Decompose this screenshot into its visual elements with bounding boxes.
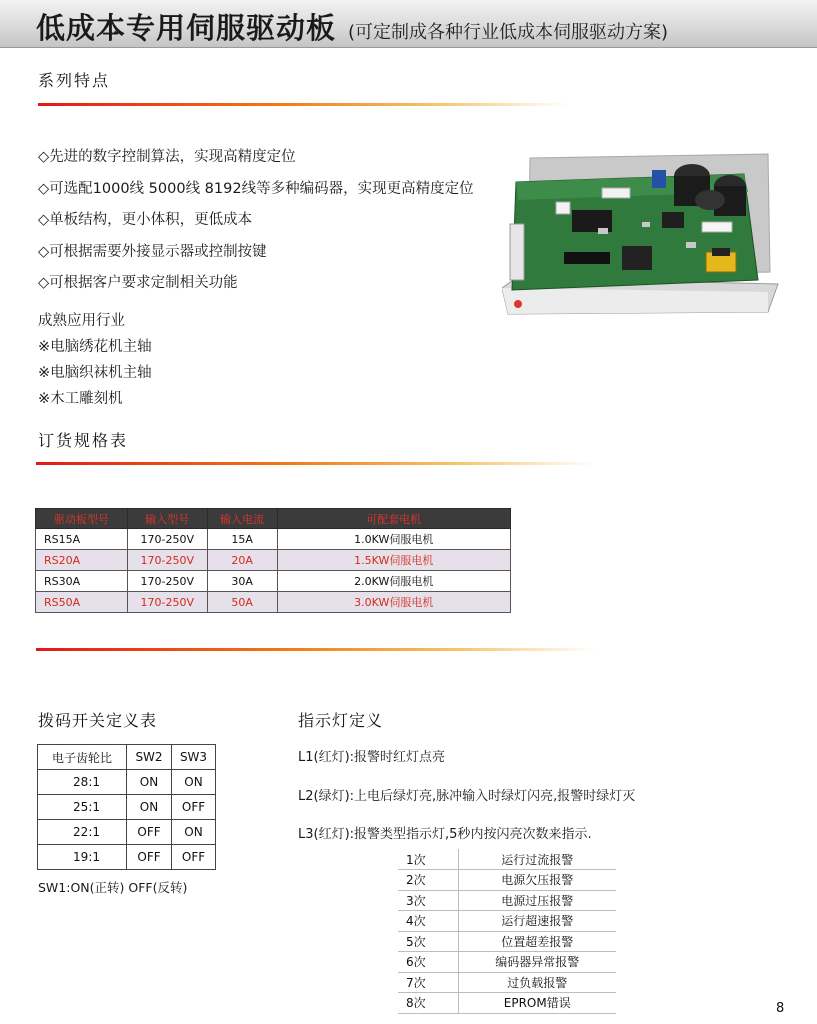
table-cell: 运行超速报警 <box>458 911 616 932</box>
application-item: ※电脑绣花机主轴 <box>38 339 152 355</box>
table-cell: ON <box>172 770 216 795</box>
table-cell: 6次 <box>398 952 458 973</box>
led-definition: L2(绿灯):上电后绿灯亮,脉冲输入时绿灯闪亮,报警时绿灯灭 <box>298 789 636 804</box>
table-cell: 电源欠压报警 <box>458 870 616 891</box>
applications-heading: 成熟应用行业 <box>38 313 125 329</box>
feature-item: ◇可根据客户要求定制相关功能 <box>38 275 238 291</box>
table-row <box>38 845 216 870</box>
column-header: 输入电流 <box>207 509 277 529</box>
table-header-row <box>36 509 511 529</box>
table-cell: 25:1 <box>38 795 127 820</box>
led-definition: L3(红灯):报警类型指示灯,5秒内按闪亮次数来指示. <box>298 827 592 842</box>
dip-switch-table <box>37 744 216 870</box>
table-cell: 1.5KW伺服电机 <box>277 550 510 571</box>
table-cell: ON <box>172 820 216 845</box>
table-cell: 50A <box>207 592 277 613</box>
table-cell: 170-250V <box>127 592 207 613</box>
order-heading: 订货规格表 <box>38 431 129 450</box>
sw1-note: SW1:ON(正转) OFF(反转) <box>38 880 188 895</box>
table-row <box>398 890 616 911</box>
table-cell: 170-250V <box>127 571 207 592</box>
servo-board-photo <box>502 152 780 318</box>
table-cell: 过负载报警 <box>458 972 616 993</box>
table-cell: 15A <box>207 529 277 550</box>
table-cell: RS30A <box>36 571 128 592</box>
table-cell: 28:1 <box>38 770 127 795</box>
table-cell: 19:1 <box>38 845 127 870</box>
column-header: 输入型号 <box>127 509 207 529</box>
table-cell: 2次 <box>398 870 458 891</box>
table-row <box>36 550 511 571</box>
dip-heading: 拨码开关定义表 <box>38 711 158 730</box>
table-cell: 1次 <box>398 849 458 870</box>
table-row <box>36 529 511 550</box>
table-cell: 170-250V <box>127 529 207 550</box>
page-number: 8 <box>776 1001 785 1016</box>
table-cell: 170-250V <box>127 550 207 571</box>
column-header: 驱动板型号 <box>36 509 128 529</box>
table-row <box>398 911 616 932</box>
alarm-code-table <box>398 849 616 1014</box>
table-cell: 4次 <box>398 911 458 932</box>
section-divider <box>36 648 596 651</box>
header-banner <box>0 0 817 48</box>
section-divider <box>36 462 596 465</box>
page-title: 低成本专用伺服驱动板 <box>36 11 337 45</box>
table-cell: 1.0KW伺服电机 <box>277 529 510 550</box>
application-item: ※木工雕刻机 <box>38 391 123 407</box>
feature-item: ◇可根据需要外接显示器或控制按键 <box>38 244 267 260</box>
table-cell: ON <box>127 795 172 820</box>
table-cell: RS20A <box>36 550 128 571</box>
table-cell: RS15A <box>36 529 128 550</box>
table-cell: 电源过压报警 <box>458 890 616 911</box>
led-definition: L1(红灯):报警时红灯点亮 <box>298 750 446 765</box>
table-cell: 8次 <box>398 993 458 1014</box>
table-header-row <box>38 745 216 770</box>
table-row <box>398 931 616 952</box>
table-cell: 22:1 <box>38 820 127 845</box>
table-cell: OFF <box>172 845 216 870</box>
table-cell: 5次 <box>398 931 458 952</box>
table-cell: OFF <box>127 845 172 870</box>
feature-item: ◇先进的数字控制算法，实现高精度定位 <box>38 149 296 165</box>
table-row <box>398 972 616 993</box>
application-item: ※电脑织袜机主轴 <box>38 365 152 381</box>
table-row <box>38 795 216 820</box>
table-cell: OFF <box>172 795 216 820</box>
feature-item: ◇可选配1000线 5000线 8192线等多种编码器，实现更高精度定位 <box>38 181 474 197</box>
table-row <box>398 870 616 891</box>
table-cell: 3.0KW伺服电机 <box>277 592 510 613</box>
table-cell: 运行过流报警 <box>458 849 616 870</box>
table-row <box>398 849 616 870</box>
column-header: SW3 <box>172 745 216 770</box>
table-cell: 2.0KW伺服电机 <box>277 571 510 592</box>
table-cell: 7次 <box>398 972 458 993</box>
table-cell: OFF <box>127 820 172 845</box>
table-row <box>38 820 216 845</box>
column-header: 可配套电机 <box>277 509 510 529</box>
table-row <box>36 571 511 592</box>
section-divider <box>38 103 568 106</box>
table-cell: EPROM错误 <box>458 993 616 1014</box>
column-header: 电子齿轮比 <box>38 745 127 770</box>
page-subtitle: (可定制成各种行业低成本伺服驱动方案) <box>348 22 669 43</box>
features-heading: 系列特点 <box>38 71 111 90</box>
table-cell: 20A <box>207 550 277 571</box>
table-cell: RS50A <box>36 592 128 613</box>
table-row <box>398 952 616 973</box>
table-cell: 30A <box>207 571 277 592</box>
table-cell: 3次 <box>398 890 458 911</box>
column-header: SW2 <box>127 745 172 770</box>
table-row <box>398 993 616 1014</box>
feature-item: ◇单板结构，更小体积，更低成本 <box>38 212 253 228</box>
table-cell: 位置超差报警 <box>458 931 616 952</box>
led-heading: 指示灯定义 <box>298 711 384 730</box>
order-spec-table <box>35 508 511 613</box>
table-row <box>38 770 216 795</box>
table-cell: ON <box>127 770 172 795</box>
table-cell: 编码器异常报警 <box>458 952 616 973</box>
table-row <box>36 592 511 613</box>
